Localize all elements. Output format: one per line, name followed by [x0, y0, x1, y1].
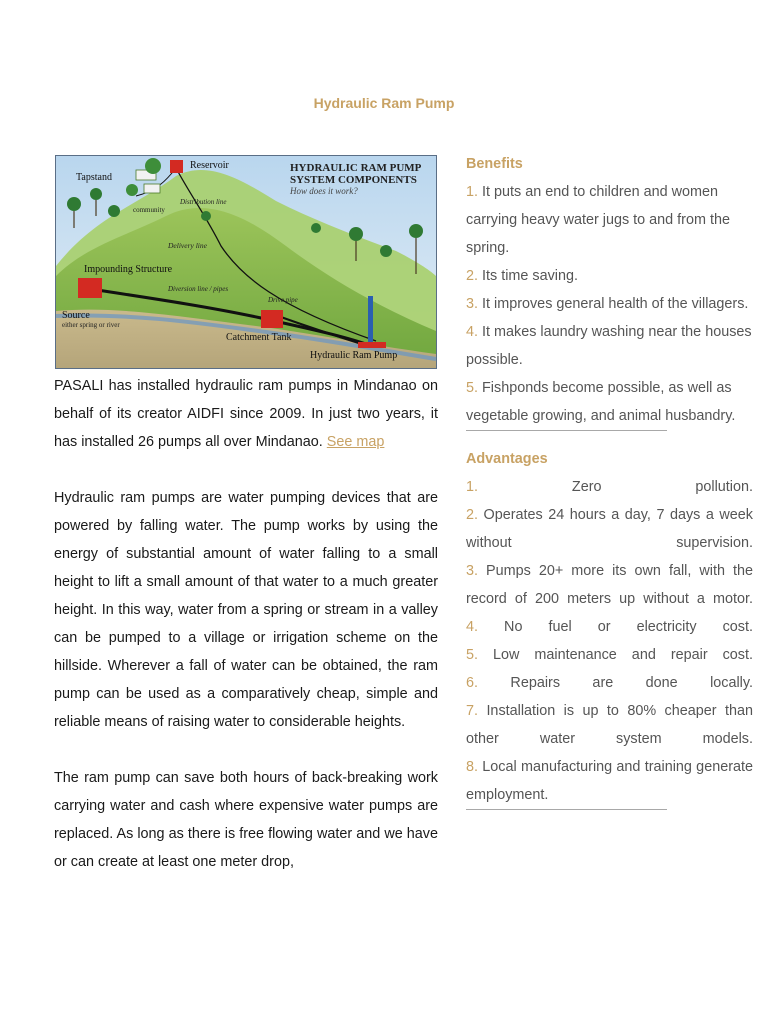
benefits-item [466, 290, 753, 318]
label-diversion-line: Diversion line / pipes [168, 285, 229, 293]
advantages-item-text: Low maintenance and repair cost. [478, 647, 753, 663]
advantages-item [466, 697, 753, 753]
intro-paragraph [54, 372, 438, 456]
page-title: Hydraulic Ram Pump [313, 95, 455, 111]
advantages-item-text: Installation is up to 80% cheaper than other water system models. [466, 703, 753, 747]
advantages-list [466, 473, 753, 809]
diagram-illustration [56, 156, 436, 368]
benefits-item-number: 3. [466, 296, 479, 312]
label-delivery-line: Delivery line [168, 241, 207, 250]
advantages-item [466, 669, 753, 697]
benefits-item [466, 178, 753, 262]
advantages-item-number: 7. [466, 703, 479, 719]
advantages-item-number: 2. [466, 507, 479, 523]
advantages-item [466, 753, 753, 809]
description-paragraph: Hydraulic ram pumps are water pumping devices that are powered by falling water. The pump works by using the energy of substantial amount of water falling to a small height to lift a small amount of that water to a much greater height. In this way, water from a spring or stream in a valley can be pumped to a village or irrigation scheme on the hillside. Wherever a fall of water can be obtained, the ram pump can be used as a comparatively cheap, simple and reliable means of raising water to considerable heights. [54, 490, 438, 730]
label-distribution-line: Distribution line [180, 198, 227, 206]
label-catchment-tank: Catchment Tank [226, 332, 292, 343]
advantages-item [466, 641, 753, 669]
advantages-item-number: 5. [466, 647, 479, 663]
advantages-item-text: No fuel or electricity cost. [478, 619, 753, 635]
advantages-item-text: Pumps 20+ more its own fall, with the record of 200 meters up without a motor. [466, 563, 753, 607]
diagram-heading-1: HYDRAULIC RAM PUMP [290, 162, 422, 174]
diagram-heading-2: SYSTEM COMPONENTS [290, 174, 417, 186]
see-map-link[interactable]: See map [326, 434, 385, 450]
advantages-item-number: 4. [466, 619, 479, 635]
benefits-item-text: It makes laundry washing near the houses possible. [466, 324, 752, 368]
advantages-item [466, 557, 753, 613]
label-drive-pipe: Drive pipe [268, 296, 298, 304]
advantages-item [466, 613, 753, 641]
label-source: Source [62, 310, 90, 321]
advantages-item-text: Repairs are done locally. [478, 675, 753, 691]
benefits-item-number: 4. [466, 324, 479, 340]
benefits-item-number: 1. [466, 184, 479, 200]
benefits-item [466, 374, 753, 430]
label-source-sub: either spring or river [62, 321, 120, 329]
advantages-item-number: 3. [466, 563, 479, 579]
advantages-item-number: 8. [466, 759, 479, 775]
label-ram-pump: Hydraulic Ram Pump [310, 350, 398, 361]
label-tapstand: Tapstand [76, 172, 112, 183]
savings-paragraph: The ram pump can save both hours of back-breaking work carrying water and cash where expensive water pumps are replaced. As long as there is free flowing water and we have or can create at least one meter drop, [54, 770, 438, 870]
label-reservoir: Reservoir [190, 160, 229, 171]
benefits-item-number: 2. [466, 268, 479, 284]
right-column [466, 150, 753, 810]
label-impounding-structure: Impounding Structure [84, 264, 173, 275]
advantages-divider [466, 809, 667, 810]
benefits-item-text: It improves general health of the villagers. [478, 296, 749, 312]
intro-text: PASALI has installed hydraulic ram pumps in Mindanao on behalf of its creator AIDFI since 2009. In just two years, it has installed 26 pumps all over Mindanao. [54, 378, 438, 450]
label-community: community [133, 206, 165, 214]
ram-pump-diagram [55, 155, 437, 369]
left-column [54, 372, 438, 876]
benefits-item-number: 5. [466, 380, 479, 396]
benefits-list [466, 178, 753, 430]
benefits-item-text: It puts an end to children and women carrying heavy water jugs to and from the spring. [466, 184, 730, 256]
benefits-heading: Benefits [466, 156, 523, 172]
advantages-item-text: Operates 24 hours a day, 7 days a week without supervision. [466, 507, 753, 551]
advantages-heading: Advantages [466, 451, 548, 467]
advantages-item [466, 473, 753, 501]
advantages-item [466, 501, 753, 557]
advantages-item-text: Zero pollution. [478, 479, 753, 495]
benefits-item [466, 318, 753, 374]
benefits-item-text: Fishponds become possible, as well as vegetable growing, and animal husbandry. [466, 380, 736, 424]
diagram-subheading: How does it work? [290, 186, 358, 196]
benefits-item-text: Its time saving. [478, 268, 578, 284]
benefits-item [466, 262, 753, 290]
advantages-item-text: Local manufacturing and training generate employment. [466, 759, 753, 803]
advantages-item-number: 6. [466, 675, 479, 691]
advantages-item-number: 1. [466, 479, 479, 495]
